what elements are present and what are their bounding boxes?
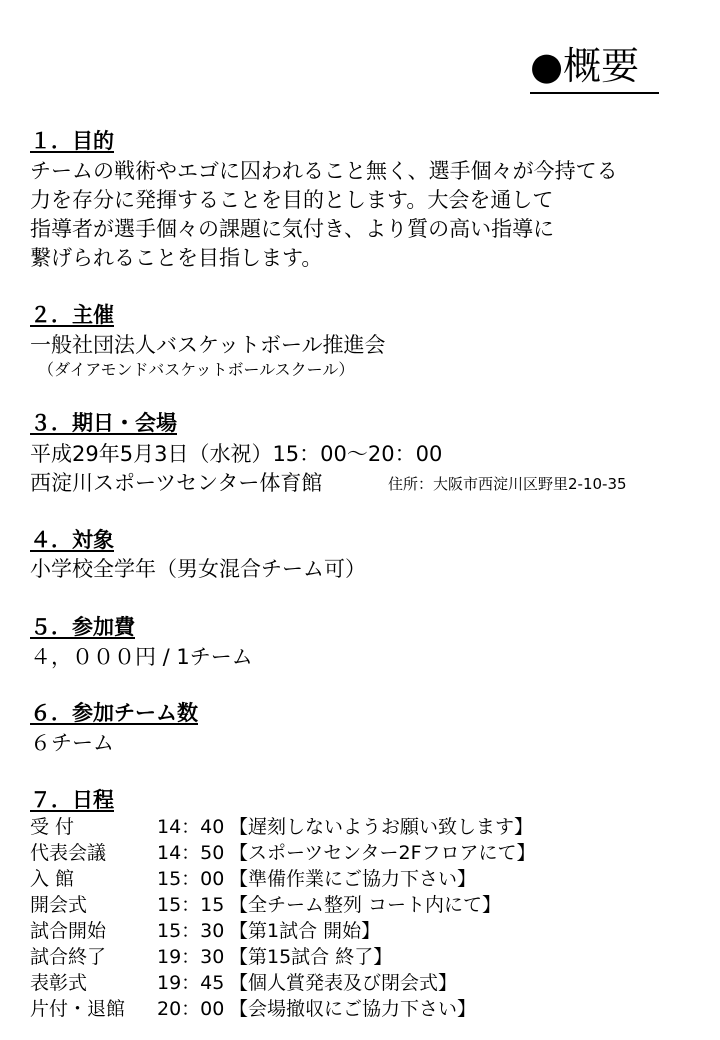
event-date: 平成29年5月3日（水祝）15：00〜20：00 — [30, 442, 443, 466]
schedule-note: 【準備作業にご協力下さい】 — [229, 868, 477, 890]
datetime-venue-heading: ３．期日・会場 — [30, 411, 177, 435]
organizer-name: 一般社団法人バスケットボール推進会 — [30, 333, 386, 357]
schedule-label: 表彰式 — [30, 972, 88, 994]
schedule-time: 15：00 — [157, 868, 225, 890]
schedule-time: 14：40 — [157, 816, 225, 838]
purpose-line: チームの戦術やエゴに囚われること無く、選手個々が今持てる — [30, 159, 618, 183]
schedule-note: 【遅刻しないようお願い致します】 — [229, 816, 534, 838]
schedule-time: 19：30 — [157, 946, 225, 968]
page-title: ●概要 — [530, 40, 659, 94]
teams-text: ６チーム — [30, 731, 114, 755]
organizer-heading: ２．主催 — [30, 303, 114, 327]
schedule-note: 【スポーツセンター2Fフロアにて】 — [229, 842, 536, 864]
purpose-line: 力を存分に発揮することを目的とします。大会を通して — [30, 188, 554, 212]
schedule-label: 開会式 — [30, 894, 88, 916]
schedule-time: 20：00 — [157, 998, 225, 1020]
schedule-label: 試合開始 — [30, 920, 107, 942]
schedule-label: 試合終了 — [30, 946, 107, 968]
schedule-label: 受 付 — [30, 816, 75, 838]
schedule-label: 代表会議 — [30, 842, 107, 864]
purpose-heading: １．目的 — [30, 129, 114, 153]
schedule-heading: ７．日程 — [30, 788, 114, 812]
schedule-label: 入 館 — [30, 868, 75, 890]
schedule-note: 【第1試合 開始】 — [229, 920, 381, 942]
schedule-note: 【第15試合 終了】 — [229, 946, 393, 968]
schedule-note: 【会場撤収にご協力下さい】 — [229, 998, 477, 1020]
schedule-time: 14：50 — [157, 842, 225, 864]
schedule-label: 片付・退館 — [30, 998, 126, 1020]
purpose-line: 繋げられることを目指します。 — [30, 246, 323, 270]
schedule-note: 【全チーム整列 コート内にて】 — [229, 894, 502, 916]
fee-heading: ５．参加費 — [30, 615, 135, 639]
target-heading: ４．対象 — [30, 528, 114, 552]
organizer-note: （ダイアモンドバスケットボールスクール） — [38, 360, 355, 379]
venue-name: 西淀川スポーツセンター体育館 — [30, 471, 323, 495]
fee-text: ４，０００円 / 1チーム — [30, 645, 253, 669]
schedule-time: 15：30 — [157, 920, 225, 942]
schedule-time: 19：45 — [157, 972, 225, 994]
purpose-line: 指導者が選手個々の課題に気付き、より質の高い指導に — [30, 217, 555, 241]
schedule-time: 15：15 — [157, 894, 225, 916]
teams-heading: ６．参加チーム数 — [30, 701, 198, 725]
venue-address: 住所：大阪市西淀川区野里2-10-35 — [388, 475, 627, 493]
target-text: 小学校全学年（男女混合チーム可） — [30, 557, 366, 581]
schedule-note: 【個人賞発表及び閉会式】 — [229, 972, 458, 994]
